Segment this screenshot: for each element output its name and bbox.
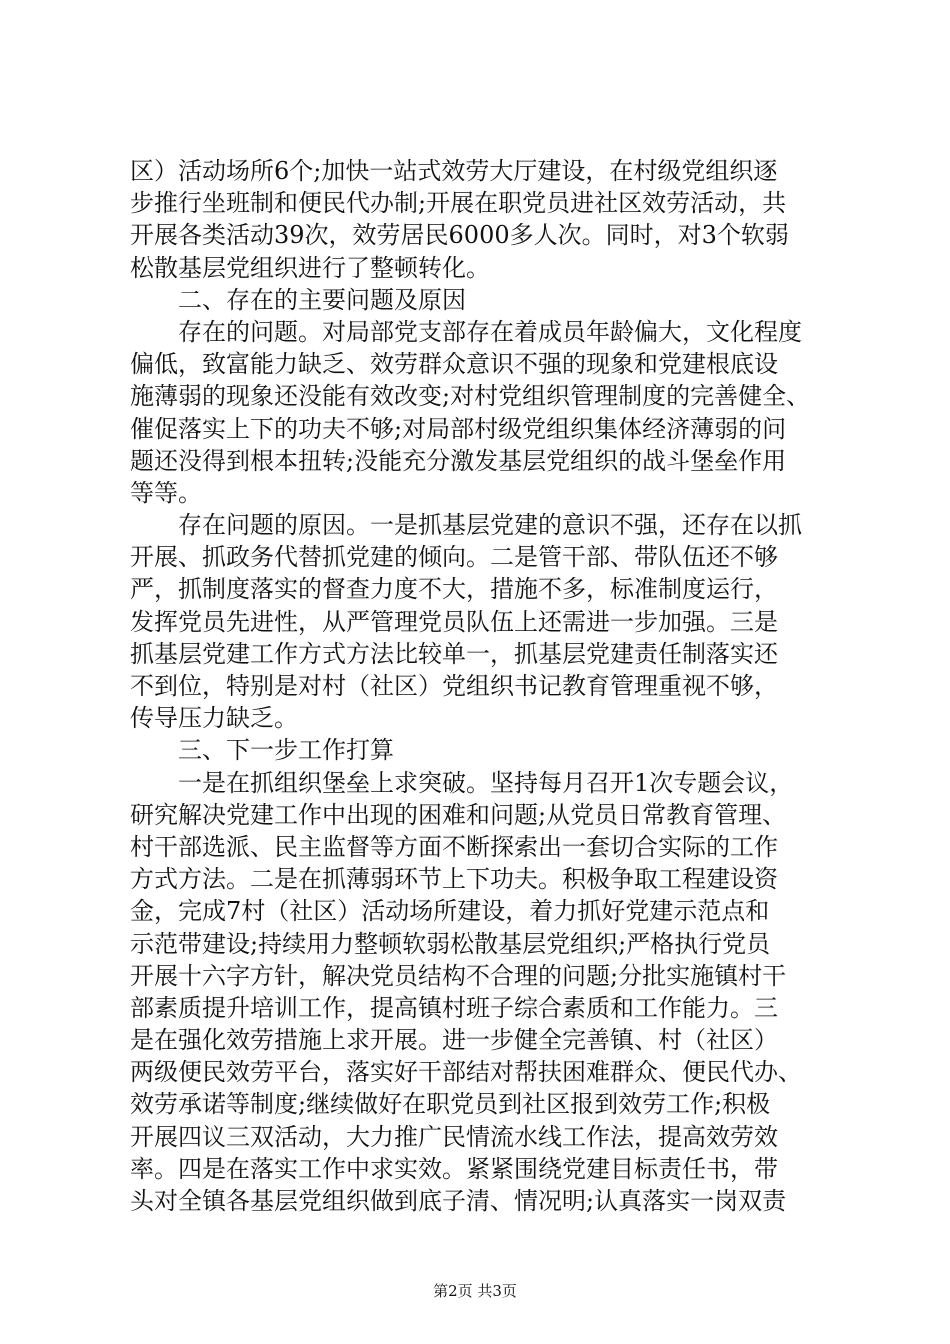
page-footer: 第2页 共3页 [433, 1282, 517, 1300]
text-line: 抓基层党建工作方式方法比较单一，抓基层党建责任制落实还 [130, 639, 778, 668]
text-line: 开展各类活动39次，效劳居民6000多人次。同时，对3个软弱 [130, 221, 789, 250]
text-line: 不到位，特别是对村（社区）党组织书记教育管理重视不够， [130, 672, 778, 700]
text-line: 区）活动场所6个;加快一站式效劳大厅建设，在村级党组织逐 [130, 157, 778, 185]
text-line: 示范带建设;持续用力整顿软弱松散基层党组织;严格执行党员 [130, 929, 771, 958]
text-line: 研究解决党建工作中出现的困难和问题;从党员日常教育管理、 [130, 800, 787, 829]
text-line: 施薄弱的现象还没能有效改变;对村党组织管理制度的完善健全、 [130, 382, 811, 411]
text-line: 二、存在的主要问题及原因 [130, 285, 466, 314]
text-line: 严，抓制度落实的督查力度不大，措施不多，标准制度运行， [130, 575, 778, 604]
text-line: 村干部选派、民主监督等方面不断探索出一套切合实际的工作 [130, 832, 778, 861]
text-line: 是在强化效劳措施上求开展。进一步健全完善镇、村（社区） [130, 1026, 778, 1055]
text-line: 方式方法。二是在抓薄弱环节上下功夫。积极争取工程建设资 [130, 865, 778, 894]
text-line: 发挥党员先进性，从严管理党员队伍上还需进一步加强。三是 [130, 607, 778, 636]
text-line: 头对全镇各基层党组织做到底子清、情况明;认真落实一岗双责 [130, 1187, 787, 1215]
text-line: 步推行坐班制和便民代办制;开展在职党员进社区效劳活动，共 [130, 189, 787, 218]
body-text [130, 155, 830, 1217]
text-line: 松散基层党组织进行了整顿转化。 [130, 253, 490, 282]
text-line: 金，完成7村（社区）活动场所建设，着力抓好党建示范点和 [130, 897, 770, 926]
text-line: 效劳承诺等制度;继续做好在职党员到社区报到效劳工作;积极 [130, 1090, 771, 1119]
text-line: 两级便民效劳平台，落实好干部结对帮扶困难群众、便民代办、 [130, 1058, 802, 1087]
text-line: 开展、抓政务代替抓党建的倾向。二是管干部、带队伍还不够 [130, 543, 778, 572]
text-line: 开展四议三双活动，大力推广民情流水线工作法，提高效劳效 [130, 1122, 778, 1151]
text-line: 存在问题的原因。一是抓基层党建的意识不强，还存在以抓 [130, 511, 802, 540]
text-line: 传导压力缺乏。 [130, 704, 298, 733]
text-line: 等等。 [130, 478, 202, 507]
text-line: 催促落实上下的功夫不够;对局部村级党组织集体经济薄弱的问 [130, 414, 787, 443]
text-line: 开展十六字方针，解决党员结构不合理的问题;分批实施镇村干 [130, 961, 787, 990]
text-line: 题还没得到根本扭转;没能充分激发基层党组织的战斗堡垒作用 [130, 446, 787, 475]
text-line: 偏低，致富能力缺乏、效劳群众意识不强的现象和党建根底设 [130, 350, 778, 379]
text-line: 一是在抓组织堡垒上求突破。坚持每月召开1次专题会议， [130, 768, 794, 797]
text-line: 率。四是在落实工作中求实效。紧紧围绕党建目标责任书，带 [130, 1154, 778, 1183]
text-line: 部素质提升培训工作，提高镇村班子综合素质和工作能力。三 [130, 993, 778, 1022]
text-line: 三、下一步工作打算 [130, 736, 394, 765]
text-line: 存在的问题。对局部党支部存在着成员年龄偏大，文化程度 [130, 317, 802, 346]
